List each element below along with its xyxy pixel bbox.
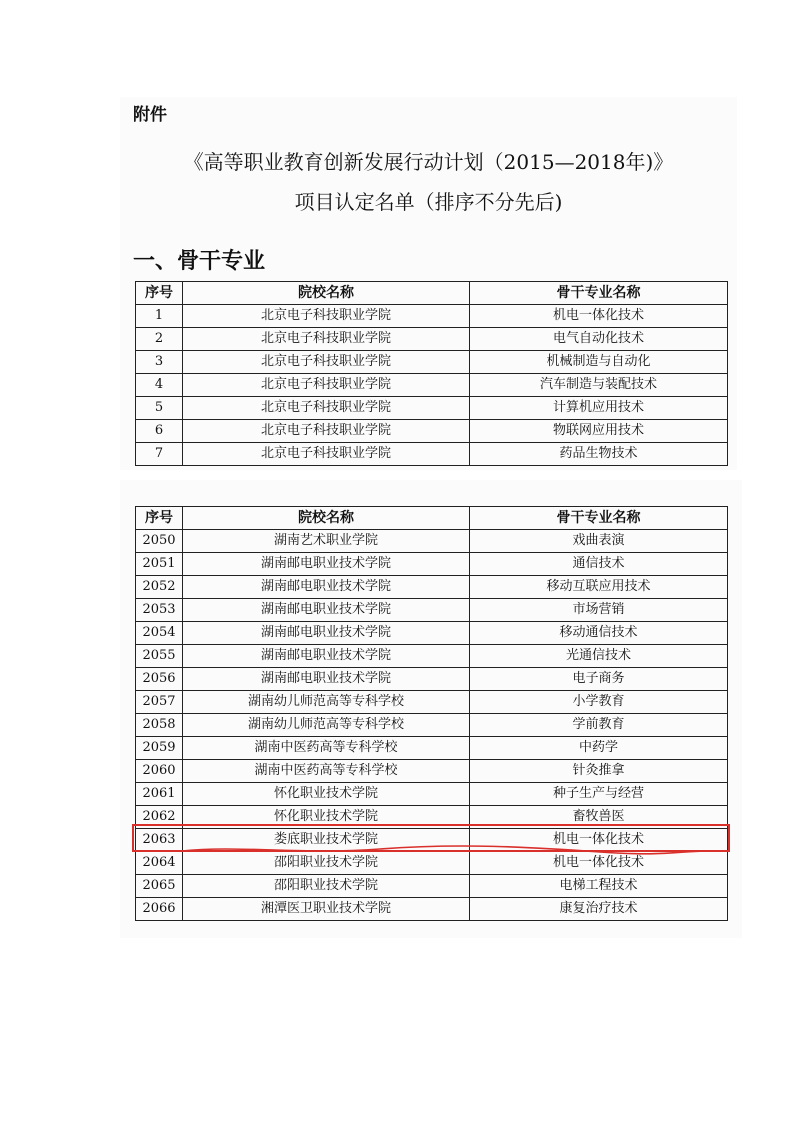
cell-no: 2 — [136, 328, 183, 351]
cell-major: 机械制造与自动化 — [470, 351, 728, 374]
header-no: 序号 — [136, 282, 183, 305]
table-row — [136, 305, 728, 328]
cell-school: 邵阳职业技术学院 — [183, 875, 470, 898]
table-row — [136, 875, 728, 898]
cell-no: 2061 — [136, 783, 183, 806]
cell-no: 2054 — [136, 622, 183, 645]
cell-school: 湖南幼儿师范高等专科学校 — [183, 691, 470, 714]
handwritten-underline-mark — [180, 843, 720, 857]
major-table-top — [135, 281, 728, 466]
cell-school: 湖南中医药高等专科学校 — [183, 760, 470, 783]
cell-no: 2063 — [136, 829, 183, 852]
table-row — [136, 328, 728, 351]
table-row — [136, 397, 728, 420]
cell-major: 移动通信技术 — [470, 622, 728, 645]
table-row — [136, 530, 728, 553]
cell-school: 北京电子科技职业学院 — [183, 351, 470, 374]
cell-no: 5 — [136, 397, 183, 420]
table-header-row — [136, 282, 728, 305]
cell-school: 北京电子科技职业学院 — [183, 443, 470, 466]
cell-no: 3 — [136, 351, 183, 374]
cell-no: 2060 — [136, 760, 183, 783]
table-row — [136, 898, 728, 921]
cell-major: 机电一体化技术 — [470, 829, 728, 852]
table-row — [136, 737, 728, 760]
cell-major: 光通信技术 — [470, 645, 728, 668]
cell-no: 4 — [136, 374, 183, 397]
table-row — [136, 351, 728, 374]
cell-major: 机电一体化技术 — [470, 305, 728, 328]
cell-school: 湖南邮电职业技术学院 — [183, 668, 470, 691]
cell-major: 电气自动化技术 — [470, 328, 728, 351]
cell-major: 戏曲表演 — [470, 530, 728, 553]
table-row — [136, 420, 728, 443]
cell-no: 2065 — [136, 875, 183, 898]
cell-school: 湖南邮电职业技术学院 — [183, 599, 470, 622]
cell-school: 湖南中医药高等专科学校 — [183, 737, 470, 760]
table-header-row — [136, 507, 728, 530]
table-row — [136, 714, 728, 737]
cell-major: 畜牧兽医 — [470, 806, 728, 829]
cell-no: 2051 — [136, 553, 183, 576]
cell-school: 北京电子科技职业学院 — [183, 397, 470, 420]
table-row — [136, 783, 728, 806]
cell-school: 娄底职业技术学院 — [183, 829, 470, 852]
cell-school: 邵阳职业技术学院 — [183, 852, 470, 875]
cell-school: 怀化职业技术学院 — [183, 783, 470, 806]
cell-no: 2053 — [136, 599, 183, 622]
cell-major: 康复治疗技术 — [470, 898, 728, 921]
cell-major: 针灸推拿 — [470, 760, 728, 783]
cell-school: 湖南邮电职业技术学院 — [183, 645, 470, 668]
cell-no: 2055 — [136, 645, 183, 668]
cell-no: 2057 — [136, 691, 183, 714]
cell-major: 移动互联应用技术 — [470, 576, 728, 599]
table-row — [136, 374, 728, 397]
cell-no: 2052 — [136, 576, 183, 599]
table-row — [136, 668, 728, 691]
cell-major: 种子生产与经营 — [470, 783, 728, 806]
cell-no: 2062 — [136, 806, 183, 829]
cell-no: 2056 — [136, 668, 183, 691]
cell-no: 6 — [136, 420, 183, 443]
cell-major: 小学教育 — [470, 691, 728, 714]
cell-major: 学前教育 — [470, 714, 728, 737]
section-heading: 一、骨干专业 — [133, 249, 266, 274]
cell-major: 计算机应用技术 — [470, 397, 728, 420]
cell-major: 中药学 — [470, 737, 728, 760]
cell-no: 7 — [136, 443, 183, 466]
cell-school: 北京电子科技职业学院 — [183, 305, 470, 328]
cell-no: 2066 — [136, 898, 183, 921]
cell-major: 市场营销 — [470, 599, 728, 622]
cell-major: 物联网应用技术 — [470, 420, 728, 443]
table-row — [136, 553, 728, 576]
cell-school: 北京电子科技职业学院 — [183, 328, 470, 351]
cell-major: 机电一体化技术 — [470, 852, 728, 875]
document-title: 《高等职业教育创新发展行动计划（2015—2018年)》 — [183, 150, 674, 174]
header-school: 院校名称 — [183, 507, 470, 530]
cell-school: 湖南艺术职业学院 — [183, 530, 470, 553]
cell-no: 2059 — [136, 737, 183, 760]
cell-school: 湖南邮电职业技术学院 — [183, 622, 470, 645]
cell-major: 电梯工程技术 — [470, 875, 728, 898]
cell-major: 电子商务 — [470, 668, 728, 691]
cell-no: 1 — [136, 305, 183, 328]
cell-school: 湖南邮电职业技术学院 — [183, 576, 470, 599]
cell-school: 湖南邮电职业技术学院 — [183, 553, 470, 576]
major-table-bottom — [135, 506, 728, 921]
document-subtitle: 项目认定名单（排序不分先后) — [294, 190, 563, 214]
cell-school: 湘潭医卫职业技术学院 — [183, 898, 470, 921]
table-row — [136, 443, 728, 466]
cell-no: 2058 — [136, 714, 183, 737]
cell-school: 北京电子科技职业学院 — [183, 374, 470, 397]
table-row — [136, 760, 728, 783]
cell-no: 2050 — [136, 530, 183, 553]
attachment-label: 附件 — [133, 105, 167, 125]
header-major: 骨干专业名称 — [470, 507, 728, 530]
header-school: 院校名称 — [183, 282, 470, 305]
cell-no: 2064 — [136, 852, 183, 875]
table-row — [136, 645, 728, 668]
cell-major: 通信技术 — [470, 553, 728, 576]
cell-school: 怀化职业技术学院 — [183, 806, 470, 829]
table-row — [136, 599, 728, 622]
cell-school: 湖南幼儿师范高等专科学校 — [183, 714, 470, 737]
header-major: 骨干专业名称 — [470, 282, 728, 305]
cell-major: 汽车制造与装配技术 — [470, 374, 728, 397]
cell-school: 北京电子科技职业学院 — [183, 420, 470, 443]
table-row — [136, 576, 728, 599]
header-no: 序号 — [136, 507, 183, 530]
cell-major: 药品生物技术 — [470, 443, 728, 466]
table-row — [136, 622, 728, 645]
table-row — [136, 691, 728, 714]
